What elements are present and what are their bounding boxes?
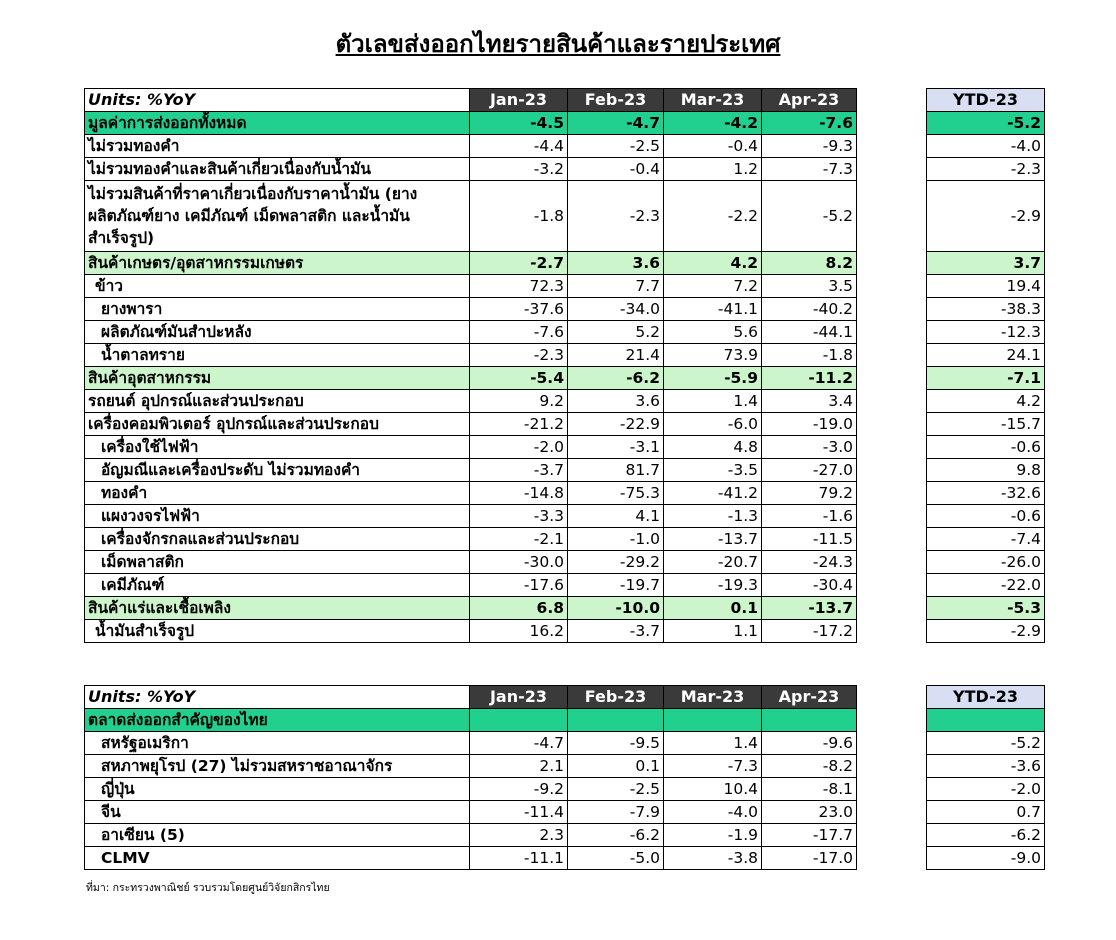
row-label: เคมีภัณฑ์ bbox=[85, 574, 470, 597]
ytd-value-cell: -2.0 bbox=[927, 778, 1045, 801]
ytd-value-cell: -4.0 bbox=[927, 135, 1045, 158]
value-cell: -2.3 bbox=[568, 181, 664, 252]
value-cell: 0.1 bbox=[568, 755, 664, 778]
export-by-product-table bbox=[84, 88, 857, 643]
value-cell: 7.7 bbox=[568, 275, 664, 298]
ytd-row bbox=[927, 551, 1045, 574]
value-cell: 7.2 bbox=[664, 275, 762, 298]
value-cell: 1.2 bbox=[664, 158, 762, 181]
ytd-row bbox=[927, 824, 1045, 847]
value-cell: -13.7 bbox=[762, 597, 857, 620]
source-note: ที่มา: กระทรวงพาณิชย์ รวบรวมโดยศูนย์วิจัยกสิกรไทย bbox=[86, 882, 330, 894]
value-cell: 79.2 bbox=[762, 482, 857, 505]
units-label: Units: %YoY bbox=[85, 89, 470, 112]
value-cell: -3.8 bbox=[664, 847, 762, 870]
row-label: สินค้าอุตสาหกรรม bbox=[85, 367, 470, 390]
value-cell: -3.2 bbox=[470, 158, 568, 181]
value-cell: -4.7 bbox=[470, 732, 568, 755]
ytd-value-cell: -7.4 bbox=[927, 528, 1045, 551]
table-row bbox=[85, 413, 857, 436]
ytd-row bbox=[927, 482, 1045, 505]
ytd-row bbox=[927, 252, 1045, 275]
ytd-value-cell: -3.6 bbox=[927, 755, 1045, 778]
ytd-row bbox=[927, 275, 1045, 298]
value-cell: -1.0 bbox=[568, 528, 664, 551]
ytd-row bbox=[927, 847, 1045, 870]
value-cell: -4.4 bbox=[470, 135, 568, 158]
value-cell: -3.3 bbox=[470, 505, 568, 528]
value-cell: -37.6 bbox=[470, 298, 568, 321]
row-label: รถยนต์ อุปกรณ์และส่วนประกอบ bbox=[85, 390, 470, 413]
table-row bbox=[85, 597, 857, 620]
ytd-value-cell: 0.7 bbox=[927, 801, 1045, 824]
ytd-value-cell bbox=[927, 709, 1045, 732]
ytd-value-cell: -2.3 bbox=[927, 158, 1045, 181]
value-cell: -9.6 bbox=[762, 732, 857, 755]
value-cell: -2.3 bbox=[470, 344, 568, 367]
row-label: เครื่องคอมพิวเตอร์ อุปกรณ์และส่วนประกอบ bbox=[85, 413, 470, 436]
value-cell: -7.3 bbox=[664, 755, 762, 778]
value-cell: -3.7 bbox=[568, 620, 664, 643]
value-cell: 16.2 bbox=[470, 620, 568, 643]
ytd-value-cell: -6.2 bbox=[927, 824, 1045, 847]
value-cell: -40.2 bbox=[762, 298, 857, 321]
value-cell: -7.6 bbox=[762, 112, 857, 135]
value-cell: -17.6 bbox=[470, 574, 568, 597]
table-row bbox=[85, 181, 857, 252]
ytd-row bbox=[927, 135, 1045, 158]
row-label: จีน bbox=[85, 801, 470, 824]
value-cell: -2.2 bbox=[664, 181, 762, 252]
value-cell: -9.5 bbox=[568, 732, 664, 755]
table-header-row bbox=[85, 686, 857, 709]
ytd-row bbox=[927, 344, 1045, 367]
ytd-value-cell: -2.9 bbox=[927, 620, 1045, 643]
ytd-header: YTD-23 bbox=[927, 89, 1045, 112]
value-cell: -6.0 bbox=[664, 413, 762, 436]
value-cell: 4.8 bbox=[664, 436, 762, 459]
ytd-value-cell: -9.0 bbox=[927, 847, 1045, 870]
value-cell: -0.4 bbox=[664, 135, 762, 158]
value-cell: 5.6 bbox=[664, 321, 762, 344]
ytd-value-cell: -22.0 bbox=[927, 574, 1045, 597]
row-label: ข้าว bbox=[85, 275, 470, 298]
value-cell: 81.7 bbox=[568, 459, 664, 482]
table-row bbox=[85, 482, 857, 505]
table-row bbox=[85, 135, 857, 158]
value-cell: -11.2 bbox=[762, 367, 857, 390]
row-label: ทองคำ bbox=[85, 482, 470, 505]
value-cell: -8.1 bbox=[762, 778, 857, 801]
ytd-row bbox=[927, 732, 1045, 755]
ytd-value-cell: -2.9 bbox=[927, 181, 1045, 252]
month-header: Feb-23 bbox=[568, 89, 664, 112]
value-cell: -17.7 bbox=[762, 824, 857, 847]
value-cell: 8.2 bbox=[762, 252, 857, 275]
value-cell: -4.7 bbox=[568, 112, 664, 135]
value-cell: -5.0 bbox=[568, 847, 664, 870]
ytd-row bbox=[927, 321, 1045, 344]
units-label: Units: %YoY bbox=[85, 686, 470, 709]
value-cell: -20.7 bbox=[664, 551, 762, 574]
ytd-row bbox=[927, 181, 1045, 252]
value-cell: -22.9 bbox=[568, 413, 664, 436]
ytd-value-cell: -26.0 bbox=[927, 551, 1045, 574]
row-label: เครื่องใช้ไฟฟ้า bbox=[85, 436, 470, 459]
value-cell: 4.2 bbox=[664, 252, 762, 275]
row-label: มูลค่าการส่งออกทั้งหมด bbox=[85, 112, 470, 135]
table-row bbox=[85, 709, 857, 732]
value-cell: -4.0 bbox=[664, 801, 762, 824]
value-cell: -1.9 bbox=[664, 824, 762, 847]
row-label: ไม่รวมทองคำ bbox=[85, 135, 470, 158]
value-cell: -24.3 bbox=[762, 551, 857, 574]
value-cell: -7.6 bbox=[470, 321, 568, 344]
ytd-value-cell: 24.1 bbox=[927, 344, 1045, 367]
value-cell: -0.4 bbox=[568, 158, 664, 181]
ytd-header: YTD-23 bbox=[927, 686, 1045, 709]
ytd-header-row bbox=[927, 686, 1045, 709]
export-by-product-ytd-table bbox=[926, 88, 1045, 643]
ytd-value-cell: -38.3 bbox=[927, 298, 1045, 321]
value-cell: -3.5 bbox=[664, 459, 762, 482]
value-cell: 2.1 bbox=[470, 755, 568, 778]
value-cell: 72.3 bbox=[470, 275, 568, 298]
ytd-value-cell: -15.7 bbox=[927, 413, 1045, 436]
ytd-row bbox=[927, 413, 1045, 436]
row-label: เครื่องจักรกลและส่วนประกอบ bbox=[85, 528, 470, 551]
row-label: น้ำตาลทราย bbox=[85, 344, 470, 367]
table-row bbox=[85, 505, 857, 528]
value-cell: -3.7 bbox=[470, 459, 568, 482]
export-by-market-ytd-table bbox=[926, 685, 1045, 870]
table-row bbox=[85, 847, 857, 870]
value-cell: -2.7 bbox=[470, 252, 568, 275]
value-cell: 1.4 bbox=[664, 390, 762, 413]
month-header: Apr-23 bbox=[762, 89, 857, 112]
ytd-value-cell: -0.6 bbox=[927, 505, 1045, 528]
ytd-row bbox=[927, 597, 1045, 620]
table-row bbox=[85, 755, 857, 778]
value-cell: -4.2 bbox=[664, 112, 762, 135]
row-label: สินค้าเกษตร/อุตสาหกรรมเกษตร bbox=[85, 252, 470, 275]
value-cell: -11.1 bbox=[470, 847, 568, 870]
value-cell: -3.0 bbox=[762, 436, 857, 459]
ytd-row bbox=[927, 709, 1045, 732]
value-cell: -30.4 bbox=[762, 574, 857, 597]
row-label: ยางพารา bbox=[85, 298, 470, 321]
ytd-value-cell: -12.3 bbox=[927, 321, 1045, 344]
export-by-market-table bbox=[84, 685, 857, 870]
ytd-value-cell: 3.7 bbox=[927, 252, 1045, 275]
ytd-header-row bbox=[927, 89, 1045, 112]
value-cell: -11.4 bbox=[470, 801, 568, 824]
ytd-row bbox=[927, 112, 1045, 135]
ytd-row bbox=[927, 158, 1045, 181]
value-cell: -30.0 bbox=[470, 551, 568, 574]
month-header: Apr-23 bbox=[762, 686, 857, 709]
row-label: สหรัฐอเมริกา bbox=[85, 732, 470, 755]
value-cell: 3.5 bbox=[762, 275, 857, 298]
value-cell: 4.1 bbox=[568, 505, 664, 528]
value-cell bbox=[762, 709, 857, 732]
row-label: สหภาพยุโรป (27) ไม่รวมสหราชอาณาจักร bbox=[85, 755, 470, 778]
value-cell: 3.4 bbox=[762, 390, 857, 413]
ytd-value-cell: -5.2 bbox=[927, 112, 1045, 135]
row-label: สินค้าแร่และเชื้อเพลิง bbox=[85, 597, 470, 620]
value-cell: 3.6 bbox=[568, 390, 664, 413]
value-cell: -1.6 bbox=[762, 505, 857, 528]
value-cell: 1.4 bbox=[664, 732, 762, 755]
ytd-value-cell: -5.3 bbox=[927, 597, 1045, 620]
value-cell: -19.7 bbox=[568, 574, 664, 597]
table-row bbox=[85, 298, 857, 321]
row-label: แผงวงจรไฟฟ้า bbox=[85, 505, 470, 528]
value-cell bbox=[568, 709, 664, 732]
value-cell: -44.1 bbox=[762, 321, 857, 344]
table-row bbox=[85, 112, 857, 135]
ytd-value-cell: -0.6 bbox=[927, 436, 1045, 459]
value-cell: -5.2 bbox=[762, 181, 857, 252]
value-cell: -4.5 bbox=[470, 112, 568, 135]
value-cell: -17.2 bbox=[762, 620, 857, 643]
ytd-value-cell: -5.2 bbox=[927, 732, 1045, 755]
table-row bbox=[85, 732, 857, 755]
value-cell: 5.2 bbox=[568, 321, 664, 344]
ytd-row bbox=[927, 574, 1045, 597]
value-cell bbox=[664, 709, 762, 732]
value-cell: -9.2 bbox=[470, 778, 568, 801]
ytd-value-cell: -32.6 bbox=[927, 482, 1045, 505]
row-label: CLMV bbox=[85, 847, 470, 870]
value-cell: -17.0 bbox=[762, 847, 857, 870]
month-header: Mar-23 bbox=[664, 686, 762, 709]
table-row bbox=[85, 824, 857, 847]
table-row bbox=[85, 778, 857, 801]
row-label: น้ำมันสำเร็จรูป bbox=[85, 620, 470, 643]
value-cell: -7.3 bbox=[762, 158, 857, 181]
ytd-row bbox=[927, 801, 1045, 824]
value-cell: -14.8 bbox=[470, 482, 568, 505]
table-row bbox=[85, 528, 857, 551]
row-label: ไม่รวมสินค้าที่ราคาเกี่ยวเนื่องกับราคาน้ำมัน (ยาง ผลิตภัณฑ์ยาง เคมีภัณฑ์ เม็ดพลาสติก และน้ำมันสำเร็จรูป) bbox=[85, 181, 470, 252]
month-header: Jan-23 bbox=[470, 89, 568, 112]
table-row bbox=[85, 275, 857, 298]
row-label: เม็ดพลาสติก bbox=[85, 551, 470, 574]
value-cell: 21.4 bbox=[568, 344, 664, 367]
month-header: Jan-23 bbox=[470, 686, 568, 709]
value-cell: 1.1 bbox=[664, 620, 762, 643]
ytd-row bbox=[927, 459, 1045, 482]
value-cell: -29.2 bbox=[568, 551, 664, 574]
table-header-row bbox=[85, 89, 857, 112]
ytd-row bbox=[927, 620, 1045, 643]
page-title: ตัวเลขส่งออกไทยรายสินค้าและรายประเทศ bbox=[335, 30, 781, 58]
value-cell: -6.2 bbox=[568, 824, 664, 847]
table-row bbox=[85, 321, 857, 344]
value-cell: 9.2 bbox=[470, 390, 568, 413]
value-cell: 73.9 bbox=[664, 344, 762, 367]
ytd-row bbox=[927, 755, 1045, 778]
value-cell: -2.5 bbox=[568, 778, 664, 801]
ytd-value-cell: 9.8 bbox=[927, 459, 1045, 482]
value-cell: -1.8 bbox=[762, 344, 857, 367]
value-cell: 3.6 bbox=[568, 252, 664, 275]
table-row bbox=[85, 574, 857, 597]
value-cell: 0.1 bbox=[664, 597, 762, 620]
value-cell: -10.0 bbox=[568, 597, 664, 620]
ytd-value-cell: -7.1 bbox=[927, 367, 1045, 390]
row-label: ผลิตภัณฑ์มันสำปะหลัง bbox=[85, 321, 470, 344]
table-row bbox=[85, 367, 857, 390]
table-row bbox=[85, 801, 857, 824]
ytd-value-cell: 19.4 bbox=[927, 275, 1045, 298]
value-cell: -1.3 bbox=[664, 505, 762, 528]
ytd-row bbox=[927, 436, 1045, 459]
value-cell: -5.9 bbox=[664, 367, 762, 390]
ytd-row bbox=[927, 505, 1045, 528]
table-row bbox=[85, 459, 857, 482]
table-row bbox=[85, 252, 857, 275]
value-cell: 10.4 bbox=[664, 778, 762, 801]
value-cell: -27.0 bbox=[762, 459, 857, 482]
table-row bbox=[85, 436, 857, 459]
value-cell: -7.9 bbox=[568, 801, 664, 824]
row-label: ตลาดส่งออกสำคัญของไทย bbox=[85, 709, 470, 732]
value-cell: -21.2 bbox=[470, 413, 568, 436]
value-cell: -2.5 bbox=[568, 135, 664, 158]
month-header: Mar-23 bbox=[664, 89, 762, 112]
table-row bbox=[85, 390, 857, 413]
value-cell: -1.8 bbox=[470, 181, 568, 252]
ytd-row bbox=[927, 778, 1045, 801]
value-cell: 23.0 bbox=[762, 801, 857, 824]
value-cell: -13.7 bbox=[664, 528, 762, 551]
ytd-row bbox=[927, 390, 1045, 413]
value-cell: -75.3 bbox=[568, 482, 664, 505]
value-cell: -8.2 bbox=[762, 755, 857, 778]
value-cell: -6.2 bbox=[568, 367, 664, 390]
row-label: อัญมณีและเครื่องประดับ ไม่รวมทองคำ bbox=[85, 459, 470, 482]
value-cell: -19.3 bbox=[664, 574, 762, 597]
row-label: ญี่ปุ่น bbox=[85, 778, 470, 801]
table-row bbox=[85, 551, 857, 574]
value-cell: -11.5 bbox=[762, 528, 857, 551]
value-cell: 2.3 bbox=[470, 824, 568, 847]
ytd-value-cell: 4.2 bbox=[927, 390, 1045, 413]
ytd-row bbox=[927, 367, 1045, 390]
value-cell: -3.1 bbox=[568, 436, 664, 459]
ytd-row bbox=[927, 528, 1045, 551]
row-label: อาเซียน (5) bbox=[85, 824, 470, 847]
table-row bbox=[85, 620, 857, 643]
value-cell bbox=[470, 709, 568, 732]
row-label: ไม่รวมทองคำและสินค้าเกี่ยวเนื่องกับน้ำมัน bbox=[85, 158, 470, 181]
table-row bbox=[85, 158, 857, 181]
value-cell: -9.3 bbox=[762, 135, 857, 158]
ytd-row bbox=[927, 298, 1045, 321]
value-cell: -5.4 bbox=[470, 367, 568, 390]
value-cell: -34.0 bbox=[568, 298, 664, 321]
month-header: Feb-23 bbox=[568, 686, 664, 709]
value-cell: -41.1 bbox=[664, 298, 762, 321]
value-cell: -2.0 bbox=[470, 436, 568, 459]
table-row bbox=[85, 344, 857, 367]
value-cell: -19.0 bbox=[762, 413, 857, 436]
value-cell: -2.1 bbox=[470, 528, 568, 551]
value-cell: 6.8 bbox=[470, 597, 568, 620]
value-cell: -41.2 bbox=[664, 482, 762, 505]
